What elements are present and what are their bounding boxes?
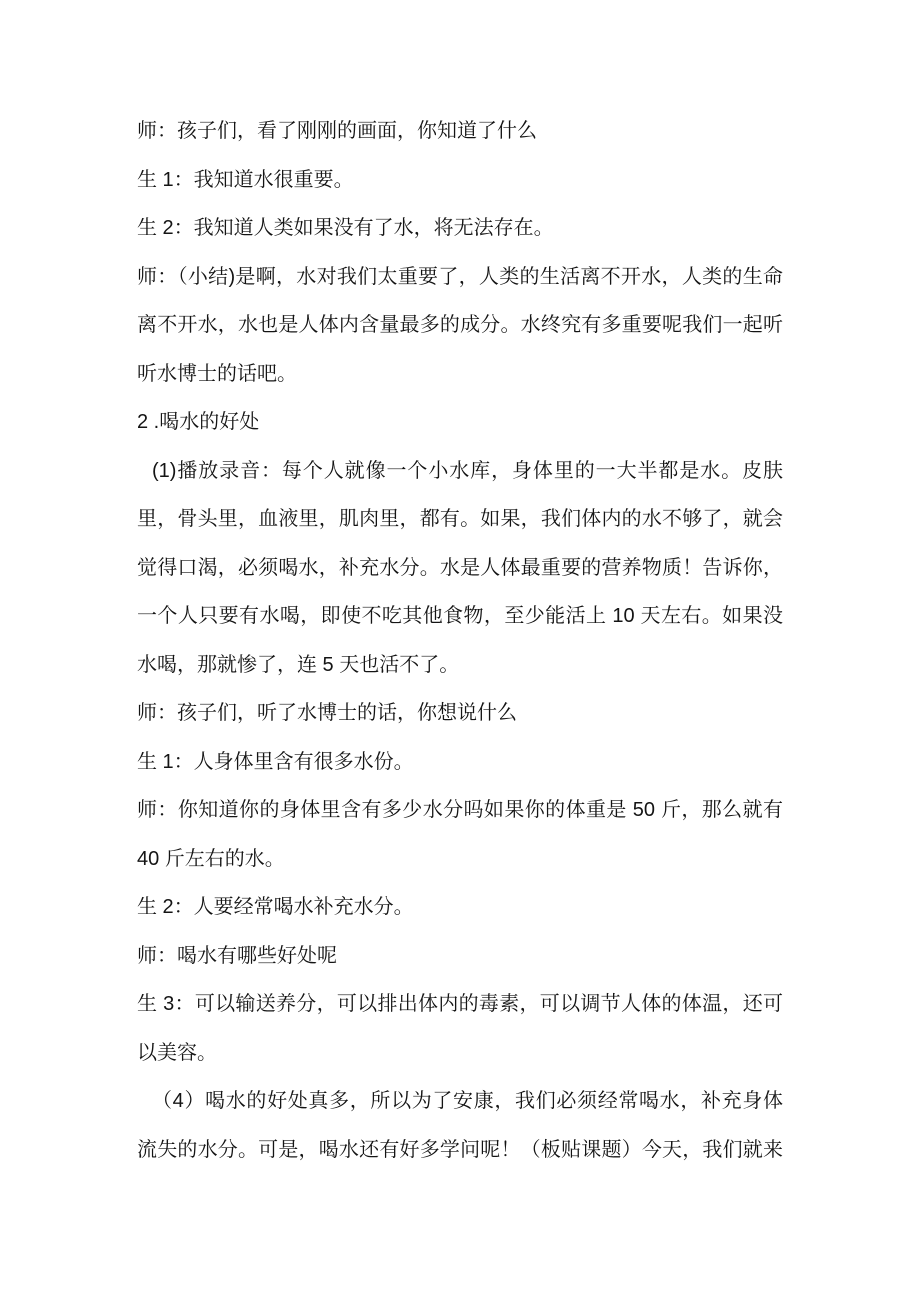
paragraph bbox=[137, 883, 783, 932]
text-line: 以美容。 bbox=[137, 1041, 217, 1064]
text-line: 一个人只要有水喝，即使不吃其他食物，至少能活上 10 天左右。如果没 bbox=[137, 605, 783, 627]
paragraph bbox=[137, 204, 783, 253]
text-line: 师：（小结)是啊，水对我们太重要了，人类的生活离不开水，人类的生命 bbox=[137, 265, 783, 288]
paragraph bbox=[137, 107, 783, 156]
text-line: 生 2：我知道人类如果没有了水，将无法存在。 bbox=[137, 217, 554, 239]
text-line: 师：孩子们，听了水博士的话，你想说什么 bbox=[137, 702, 517, 724]
paragraph bbox=[137, 932, 783, 981]
text-line: 里，骨头里，血液里，肌肉里，都有。如果，我们体内的水不够了，就会 bbox=[137, 508, 783, 530]
text-line: 流失的水分。可是，喝水还有好多学问呢！（板贴课题）今天，我们就来 bbox=[137, 1138, 783, 1161]
paragraph bbox=[137, 738, 783, 787]
text-line: 师：孩子们，看了刚刚的画面，你知道了什么 bbox=[137, 120, 537, 142]
text-line: 生 1：人身体里含有很多水份。 bbox=[137, 750, 414, 773]
paragraph bbox=[137, 253, 783, 399]
text-line: 师：喝水有哪些好处呢 bbox=[137, 944, 337, 967]
text-line: 觉得口渴，必须喝水，补充水分。水是人体最重要的营养物质！告诉你， bbox=[137, 556, 783, 579]
text-line: 生 2：人要经常喝水补充水分。 bbox=[137, 896, 414, 918]
paragraph bbox=[137, 689, 783, 738]
text-line: 师：你知道你的身体里含有多少水分吗如果你的体重是 50 斤，那么就有 bbox=[137, 799, 783, 821]
text-line: 生 1：我知道水很重要。 bbox=[137, 168, 354, 191]
paragraph bbox=[137, 398, 783, 447]
text-line: 2 .喝水的好处 bbox=[137, 411, 260, 433]
text-line: 40 斤左右的水。 bbox=[137, 847, 285, 870]
text-line: 离不开水，水也是人体内含量最多的成分。水终究有多重要呢我们一起听 bbox=[137, 314, 783, 336]
text-line: (1)播放录音：每个人就像一个小水库，身体里的一大半都是水。皮肤 bbox=[152, 459, 783, 482]
text-line: 听水博士的话吧。 bbox=[137, 362, 297, 385]
paragraph bbox=[137, 156, 783, 205]
text-line: （4）喝水的好处真多，所以为了安康，我们必须经常喝水，补充身体 bbox=[152, 1090, 783, 1112]
paragraph bbox=[137, 980, 783, 1077]
text-line: 生 3：可以输送养分，可以排出体内的毒素，可以调节人体的体温，还可 bbox=[137, 993, 783, 1015]
document-body bbox=[137, 107, 783, 1174]
paragraph bbox=[137, 786, 783, 883]
paragraph bbox=[137, 1077, 783, 1174]
paragraph bbox=[137, 447, 783, 690]
text-line: 水喝，那就惨了，连 5 天也活不了。 bbox=[137, 653, 460, 676]
